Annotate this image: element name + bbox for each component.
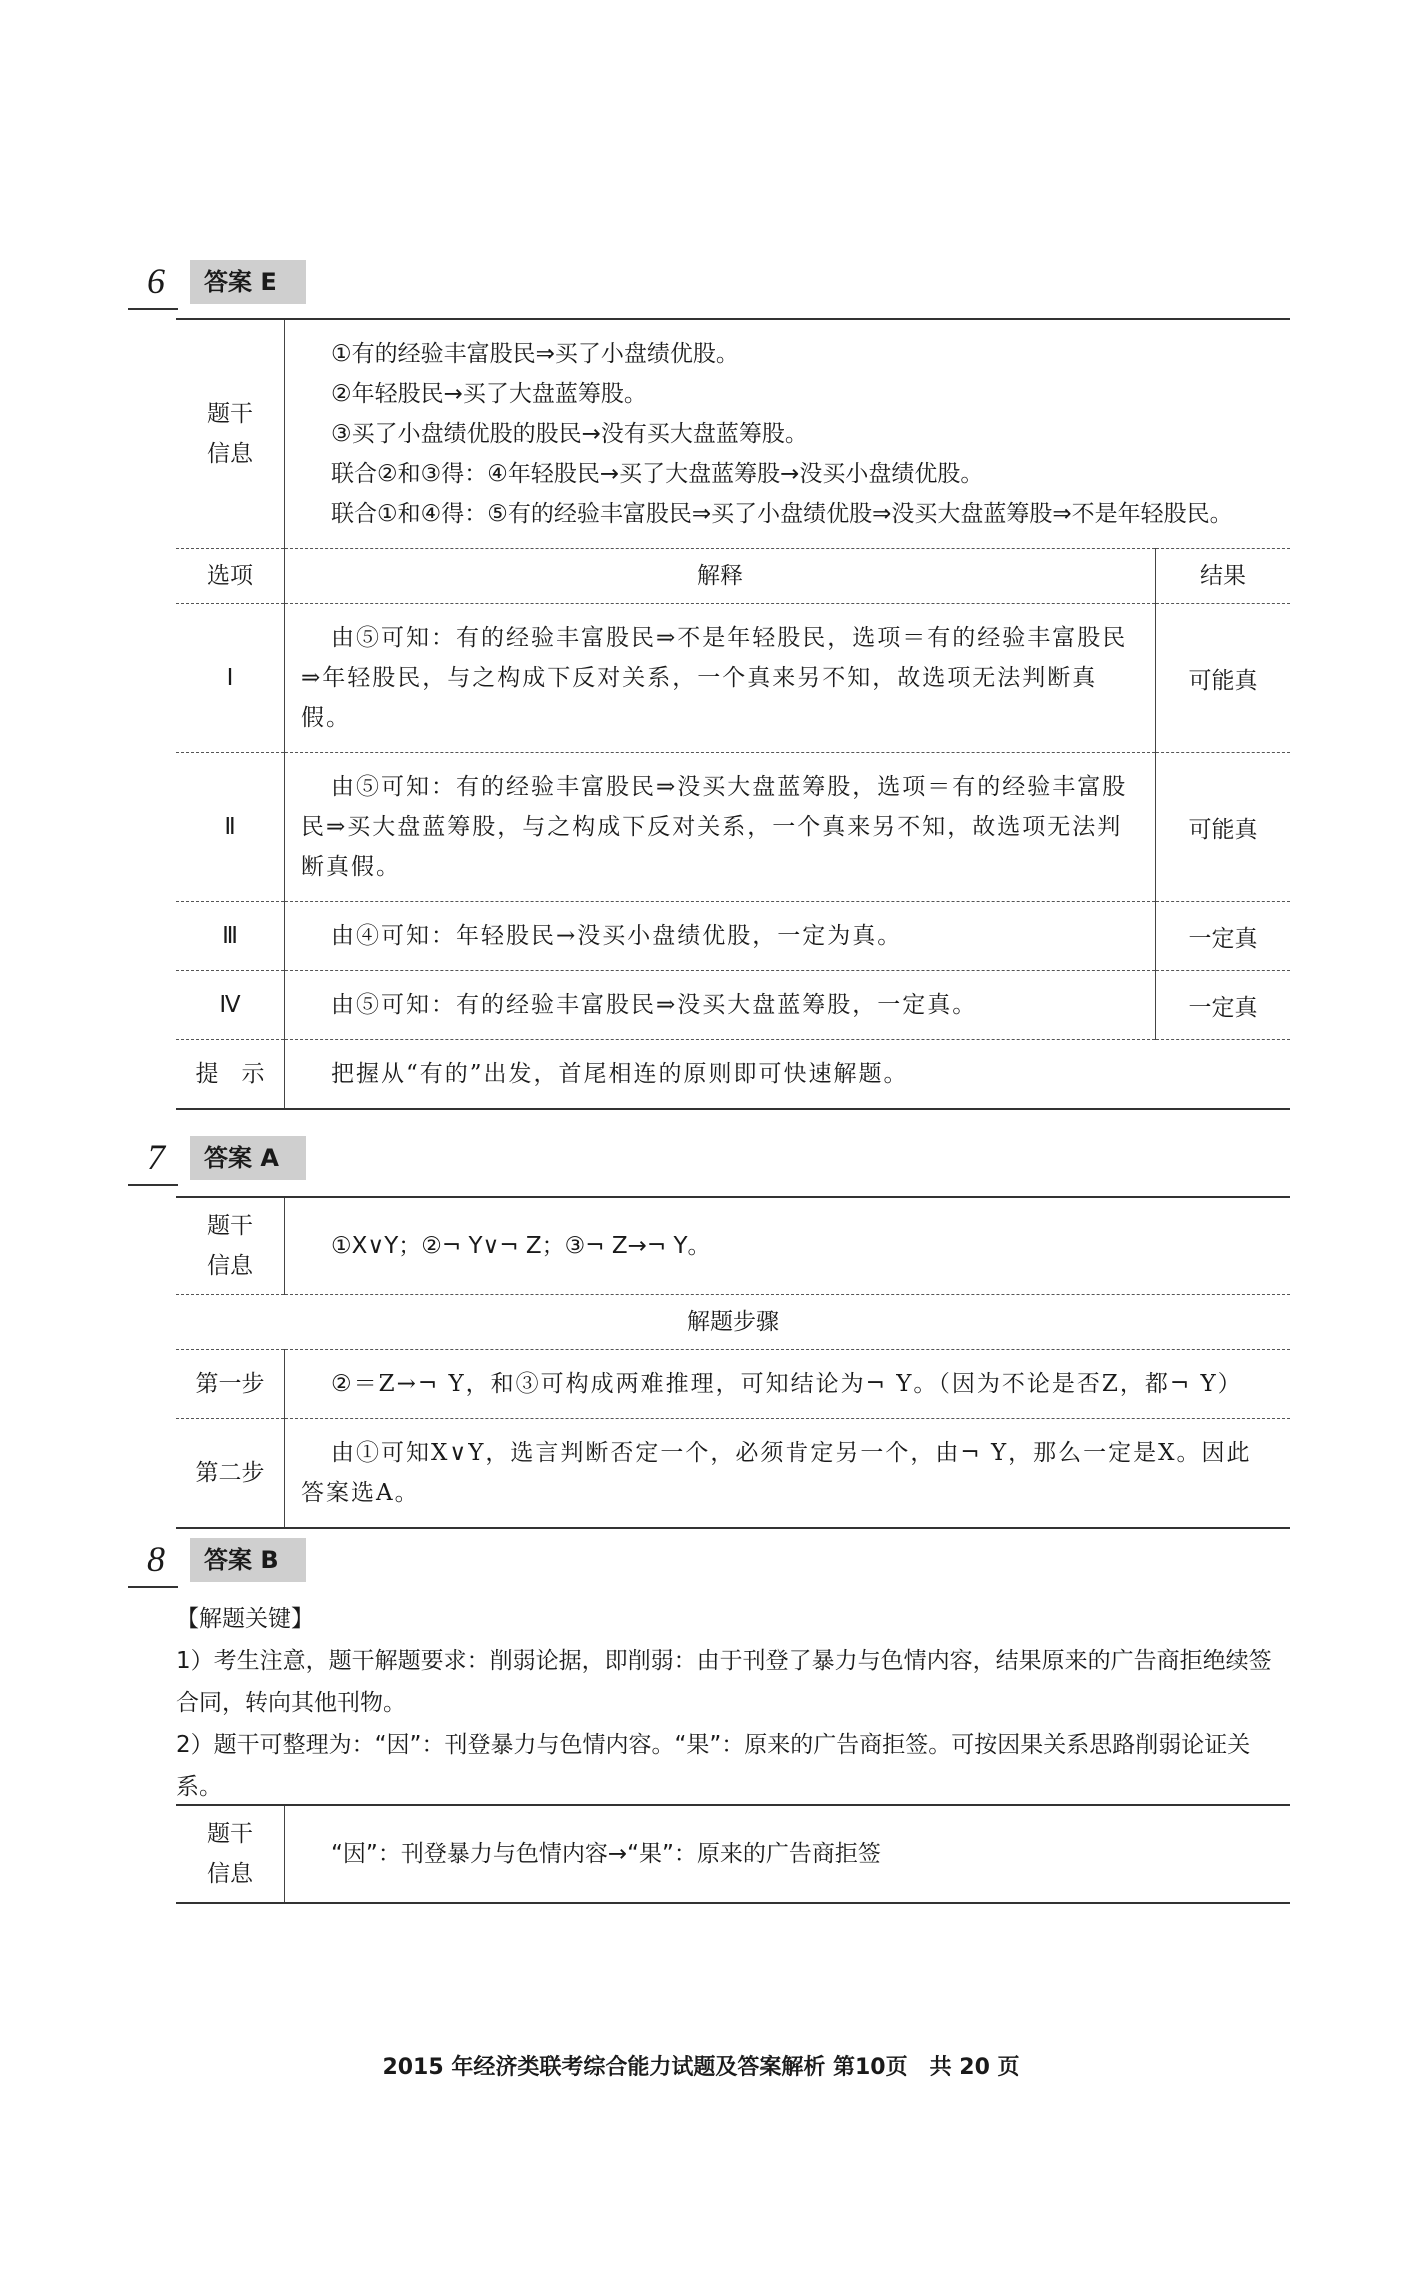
q6-header-explain: 解释	[285, 549, 1156, 604]
q6-hint: 把握从“有的”出发，首尾相连的原则即可快速解题。	[285, 1040, 1291, 1110]
q6-explain-1: 由⑤可知：有的经验丰富股民⇒不是年轻股民，选项＝有的经验丰富股民⇒年轻股民，与之构成下反对关系，一个真来另不知，故选项无法判断真假。	[285, 604, 1156, 753]
page-footer: 2015 年经济类联考综合能力试题及答案解析 第10页 共 20 页	[382, 2055, 1020, 2080]
q7-table	[176, 1196, 1290, 1529]
q6-info-line: ③买了小盘绩优股的股民→没有买大盘蓝筹股。	[331, 421, 808, 447]
q7-step-2-label: 第二步	[176, 1419, 285, 1529]
q6-info-content	[285, 319, 1291, 549]
q8-number-underline	[128, 1586, 178, 1588]
q8-answer-badge: 答案 B	[190, 1538, 306, 1582]
q7-number: 7	[147, 1137, 165, 1177]
q7-info: ①X∨Y；②¬ Y∨¬ Z；③¬ Z→¬ Y。	[285, 1197, 1291, 1295]
q6-result-1: 可能真	[1156, 604, 1291, 753]
q8-number: 8	[147, 1539, 165, 1579]
q7-info-label: 题干 信息	[176, 1197, 285, 1295]
q7-header	[128, 1132, 348, 1192]
q6-info-line: ①有的经验丰富股民⇒买了小盘绩优股。	[331, 341, 739, 367]
q6-option-4: Ⅳ	[176, 971, 285, 1040]
q8-info-label: 题干 信息	[176, 1805, 285, 1903]
q7-step-2: 由①可知X∨Y，选言判断否定一个，必须肯定另一个，由¬ Y，那么一定是X。因此答案选A。	[285, 1419, 1291, 1529]
q8-header	[128, 1534, 348, 1594]
table-row	[176, 1350, 1290, 1419]
q6-header	[128, 256, 348, 316]
q6-number: 6	[147, 261, 165, 301]
q7-answer-badge: 答案 A	[190, 1136, 306, 1180]
q8-key-title: 【解题关键】	[176, 1606, 314, 1632]
q8-key-block	[176, 1598, 1290, 1808]
q8-key-line: 2）题干可整理为：“因”：刊登暴力与色情内容。“果”：原来的广告商拒签。可按因果关系思路削弱论证关系。	[176, 1732, 1251, 1800]
q7-number-underline	[128, 1184, 178, 1186]
q8-key-line: 1）考生注意，题干解题要求：削弱论据，即削弱：由于刊登了暴力与色情内容，结果原来的广告商拒绝续签合同，转向其他刊物。	[176, 1648, 1272, 1716]
q6-info-line: 联合①和④得：⑤有的经验丰富股民⇒买了小盘绩优股⇒没买大盘蓝筹股⇒不是年轻股民。	[331, 501, 1233, 527]
q6-explain-4: 由⑤可知：有的经验丰富股民⇒没买大盘蓝筹股，一定真。	[285, 971, 1156, 1040]
q6-info-line: 联合②和③得：④年轻股民→买了大盘蓝筹股→没买小盘绩优股。	[331, 461, 984, 487]
q6-result-2: 可能真	[1156, 753, 1291, 902]
q6-result-3: 一定真	[1156, 902, 1291, 971]
q6-explain-2: 由⑤可知：有的经验丰富股民⇒没买大盘蓝筹股，选项＝有的经验丰富股民⇒买大盘蓝筹股，与之构成下反对关系，一个真来另不知，故选项无法判断真假。	[285, 753, 1156, 902]
q6-number-underline	[128, 308, 178, 310]
q6-header-option: 选项	[176, 549, 285, 604]
table-row	[176, 604, 1290, 753]
q8-info: “因”：刊登暴力与色情内容→“果”：原来的广告商拒签	[285, 1805, 1291, 1903]
q6-explain-3: 由④可知：年轻股民→没买小盘绩优股，一定为真。	[285, 902, 1156, 971]
q6-info-line: ②年轻股民→买了大盘蓝筹股。	[331, 381, 647, 407]
q6-hint-label: 提 示	[176, 1040, 285, 1110]
table-row	[176, 1419, 1290, 1529]
q6-option-1: Ⅰ	[176, 604, 285, 753]
q6-answer-badge: 答案 E	[190, 260, 306, 304]
q7-steps-title: 解题步骤	[176, 1295, 1290, 1350]
q6-result-4: 一定真	[1156, 971, 1291, 1040]
q6-table	[176, 318, 1290, 1110]
q6-header-result: 结果	[1156, 549, 1291, 604]
q7-step-1-label: 第一步	[176, 1350, 285, 1419]
q6-option-3: Ⅲ	[176, 902, 285, 971]
table-row	[176, 971, 1290, 1040]
q7-step-1: ②＝Z→¬ Y，和③可构成两难推理，可知结论为¬ Y。（因为不论是否Z，都¬ Y）	[285, 1350, 1291, 1419]
q6-option-2: Ⅱ	[176, 753, 285, 902]
table-row	[176, 753, 1290, 902]
q8-table	[176, 1804, 1290, 1904]
q6-info-label: 题干 信息	[176, 319, 285, 549]
table-row	[176, 902, 1290, 971]
